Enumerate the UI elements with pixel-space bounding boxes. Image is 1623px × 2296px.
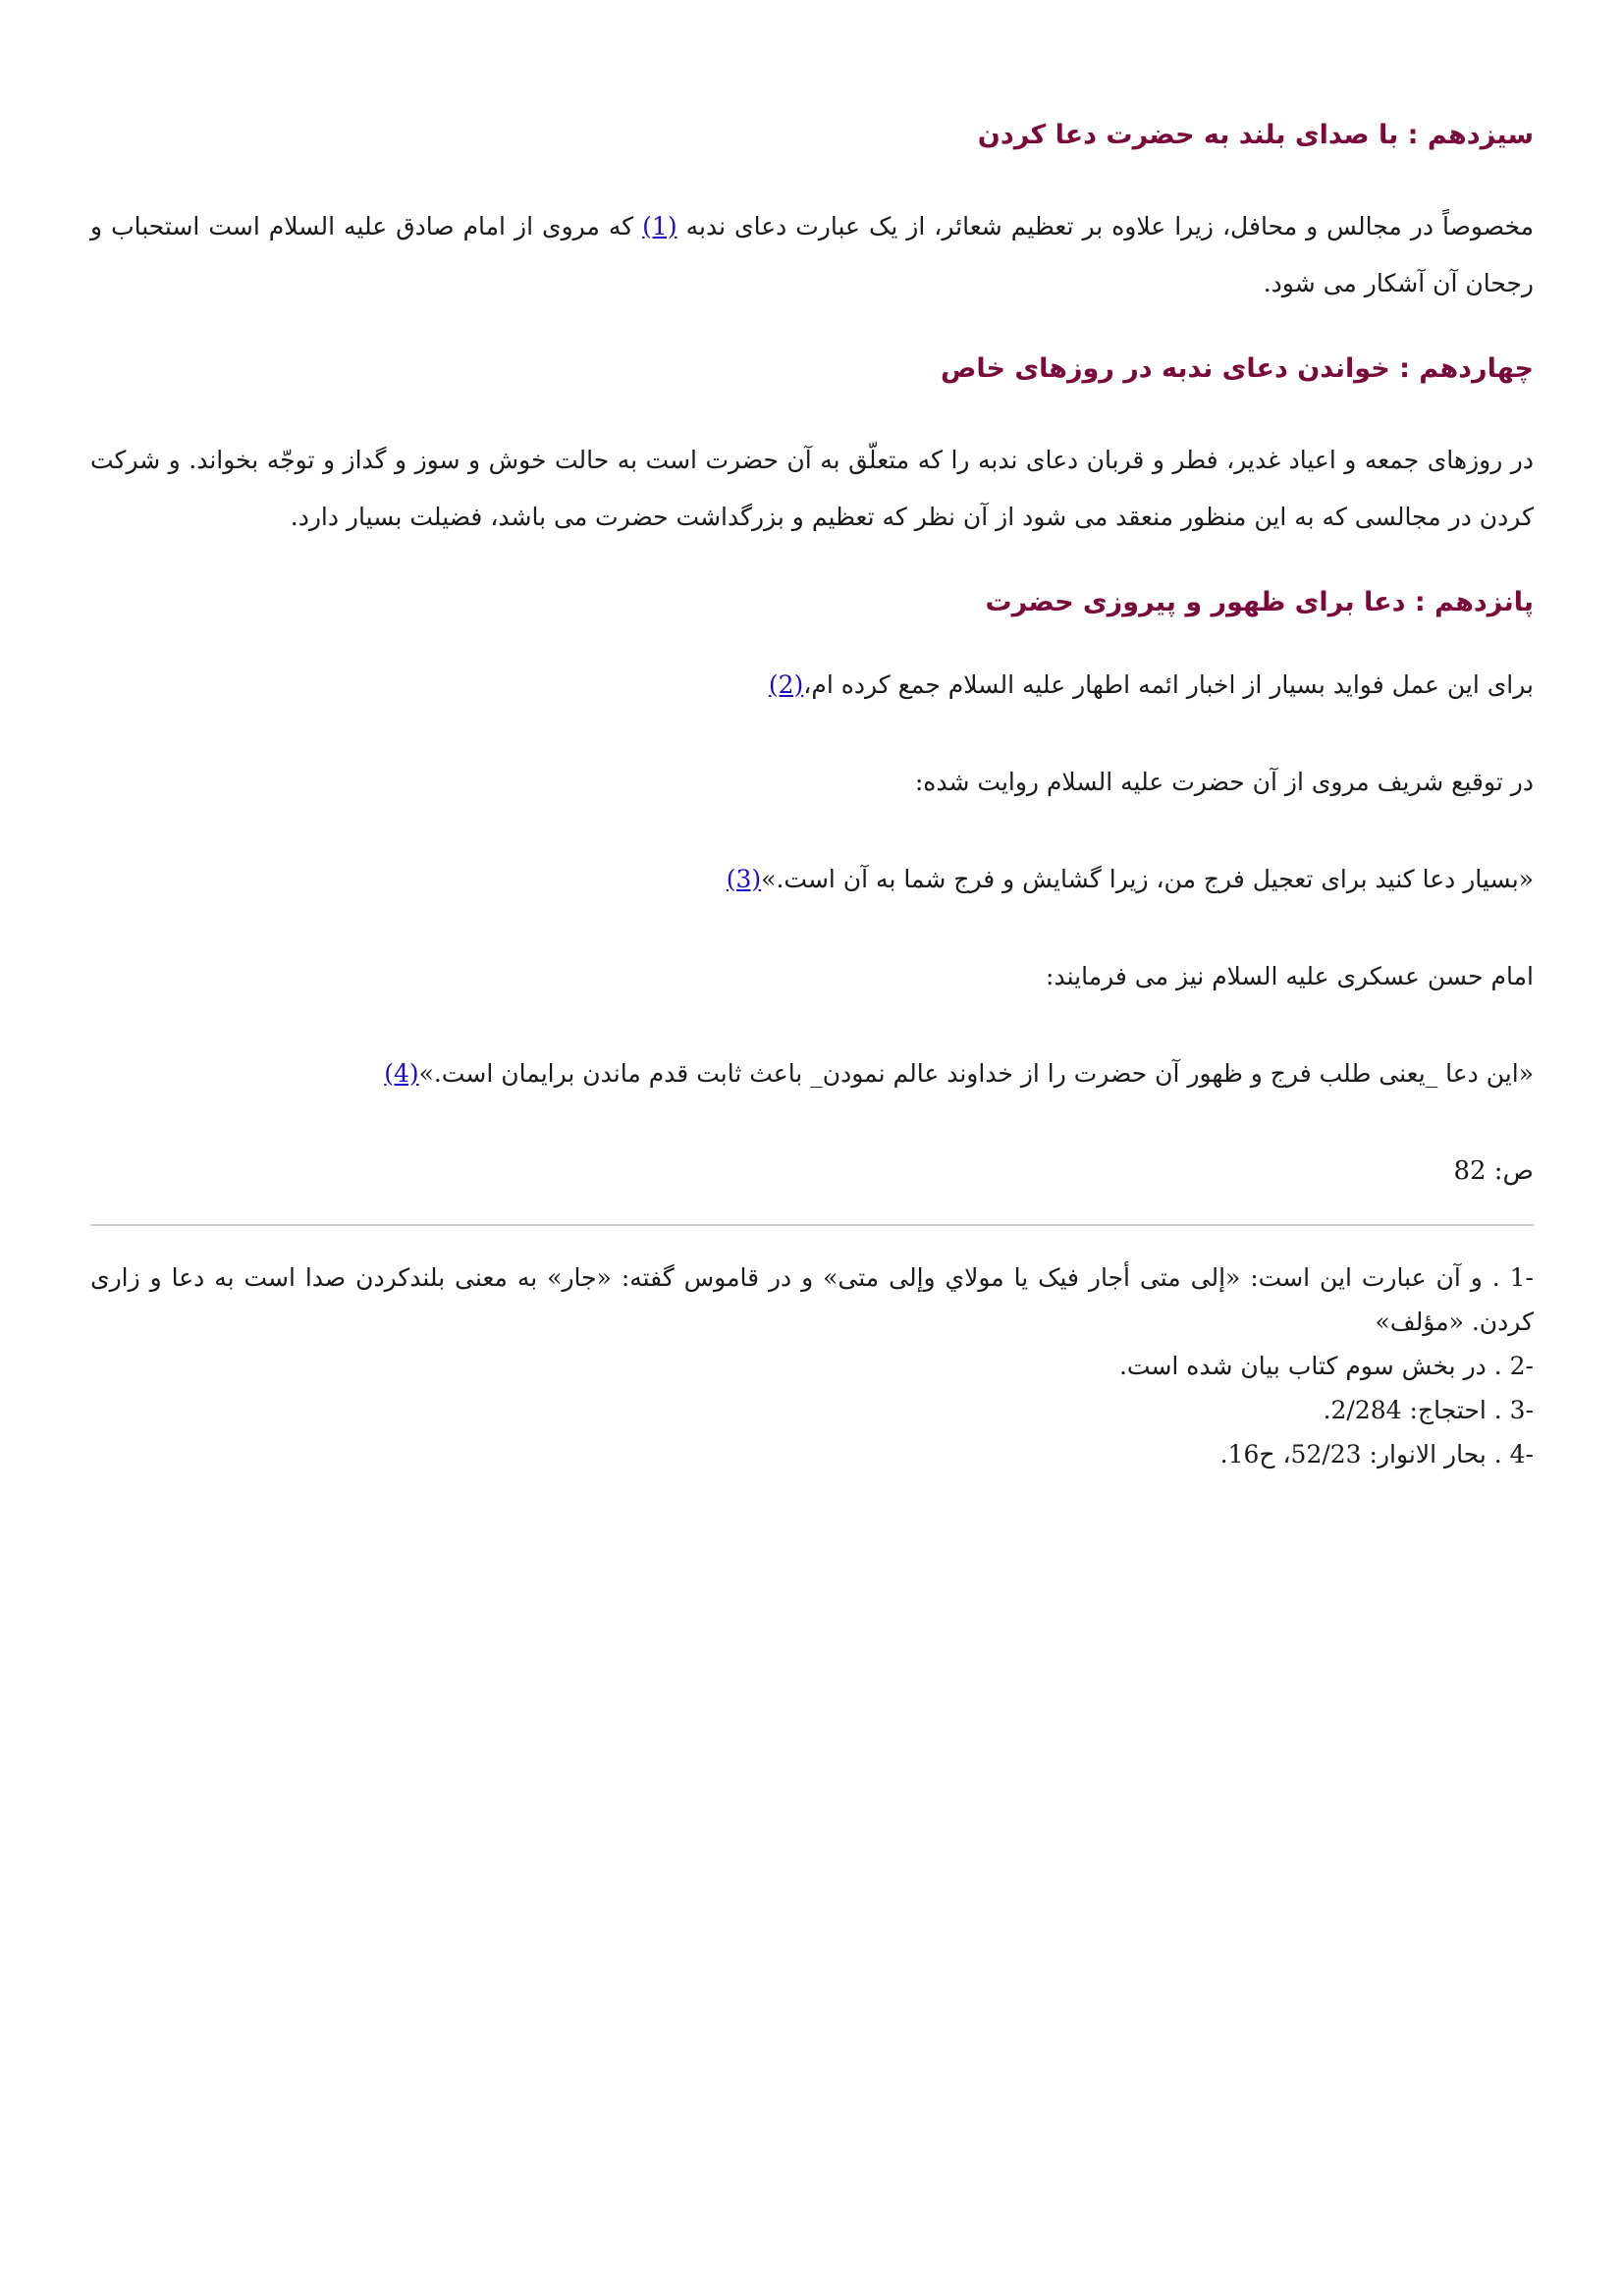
section-14-heading: چهاردهم : خواندن دعای ندبه در روزهای خاص [941, 353, 1534, 384]
footnote-link-4[interactable]: (4) [384, 1059, 419, 1088]
section-13-paragraph [90, 198, 1534, 312]
section-13-text-a: مخصوصاً در مجالس و محافل، زیرا علاوه بر تعظیم شعائر، از یک عبارت دعای ندبه [676, 212, 1534, 240]
footnote-link-1[interactable]: (1) [642, 212, 677, 240]
section-15-line-3-text: «بسیار دعا کنید برای تعجیل فرج من، زیرا گشایش و فرج شما به آن است.» [761, 865, 1534, 893]
section-15-line-1-text: برای این عمل فواید بسیار از اخبار ائمه اطهار علیه السلام جمع کرده ام، [803, 670, 1534, 699]
section-15-line-1 [90, 666, 1534, 705]
footnote-link-2[interactable]: (2) [768, 670, 804, 699]
section-15-line-5-text: «این دعا _یعنی طلب فرج و ظهور آن حضرت را از خداوند عالم نمودن_ باعث ثابت قدم ماندن برایمان است.» [418, 1059, 1534, 1088]
page-number: ص: 82 [1453, 1156, 1534, 1186]
section-15-line-4: امام حسن عسکری علیه السلام نیز می فرمایند: [1046, 962, 1534, 990]
footnote-3 [90, 1388, 1534, 1432]
footnote-number: 3- [1509, 1396, 1534, 1424]
section-13-text-b: که مروی از امام صادق علیه السلام است استحباب و رجحان آن آشکار می شود. [90, 212, 1534, 297]
section-13-heading: سیزدهم : با صدای بلند به حضرت دعا کردن [977, 120, 1534, 150]
section-14-paragraph: در روزهای جمعه و اعیاد غدیر، فطر و قربان دعای ندبه را که متعلّق به آن حضرت است به حالت خوش و سوز و گداز و توجّه بخواند. و شرکت کردن در مجالسی که به این منظور منعقد می شود از آن نظر که تعظیم و بزرگداشت حضرت می باشد، فضیلت بسیار دارد. [90, 446, 1534, 531]
footnote-4 [90, 1432, 1534, 1476]
footnote-link-3[interactable]: (3) [726, 865, 762, 893]
footnote-separator [90, 1224, 1534, 1226]
footnote-number: 1- [1509, 1263, 1534, 1292]
document-page [90, 116, 1534, 1476]
section-15-line-5 [90, 1054, 1534, 1094]
footnote-1 [90, 1255, 1534, 1344]
footnote-text: . بحار الانوار: 52/23، ح16. [1219, 1440, 1502, 1468]
section-15-heading: پانزدهم : دعا برای ظهور و پیروزی حضرت [985, 587, 1534, 617]
footnote-number: 2- [1509, 1352, 1534, 1380]
footnote-text: . احتجاج: 2/284. [1323, 1396, 1502, 1424]
footnote-2 [90, 1344, 1534, 1388]
footnote-text: . در بخش سوم کتاب بیان شده است. [1118, 1352, 1502, 1380]
footnotes [90, 1255, 1534, 1476]
section-15-line-3 [90, 860, 1534, 899]
footnote-text: . و آن عبارت این است: «إلی متی أجار فیک یا مولاي وإلی متی» و در قاموس گفته: «جار» به معنی بلندکردن صدا است به دعا و زاری کردن. «مؤلف» [90, 1263, 1534, 1336]
footnote-number: 4- [1509, 1440, 1534, 1468]
section-15-line-2: در توقیع شریف مروی از آن حضرت علیه السلام روایت شده: [914, 768, 1534, 796]
